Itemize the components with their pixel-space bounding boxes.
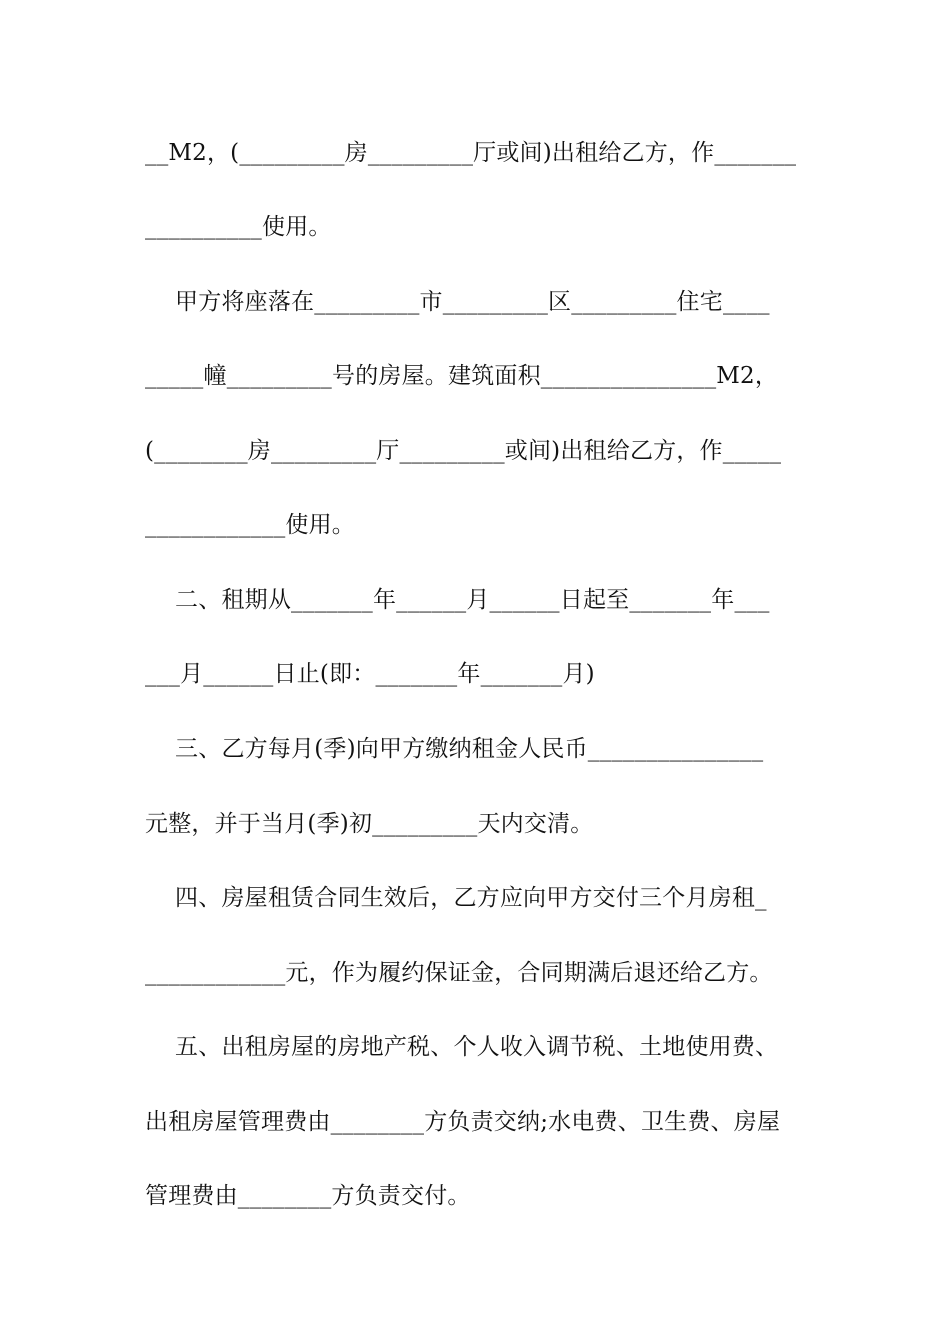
text-line: (________房_________厅_________或间)出租给乙方，作_____ xyxy=(145,438,782,464)
text-line: 四、房屋租赁合同生效后，乙方应向甲方交付三个月房租_ xyxy=(145,885,767,911)
text-line: __M2，(_________房_________厅或间)出租给乙方，作_______ xyxy=(145,140,797,166)
text-line: ____________使用。 xyxy=(145,512,355,538)
text-line: 二、租期从_______年______月______日起至_______年___ xyxy=(145,587,770,613)
text-line: ___月______日止(即：_______年_______月) xyxy=(145,661,595,687)
text-line: 元整，并于当月(季)初_________天内交清。 xyxy=(145,811,594,837)
text-line: 出租房屋管理费由________方负责交纳;水电费、卫生费、房屋 xyxy=(145,1109,781,1135)
text-line: 管理费由________方负责交付。 xyxy=(145,1183,471,1209)
text-line: ____________元，作为履约保证金，合同期满后退还给乙方。 xyxy=(145,960,773,986)
text-line: 五、出租房屋的房地产税、个人收入调节税、土地使用费、 xyxy=(145,1034,779,1060)
text-line: _____幢_________号的房屋。建筑面积_______________M2， xyxy=(145,363,779,389)
text-line: 三、乙方每月(季)向甲方缴纳租金人民币_______________ xyxy=(145,736,764,762)
text-line: 甲方将座落在_________市_________区_________住宅____ xyxy=(145,289,770,315)
text-line: __________使用。 xyxy=(145,214,332,240)
